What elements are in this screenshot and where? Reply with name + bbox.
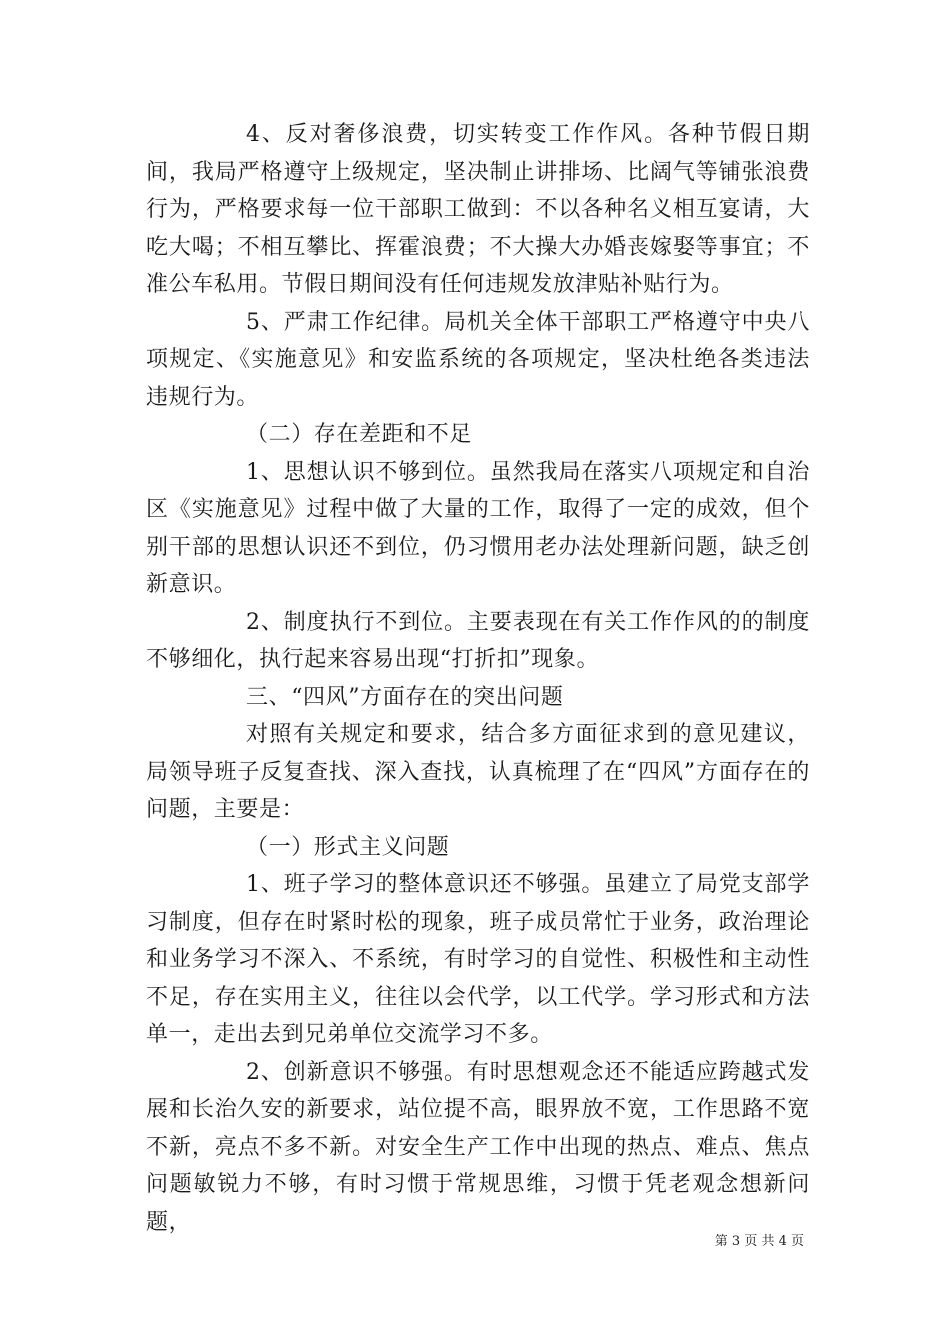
section-heading-gaps: （二）存在差距和不足 (246, 422, 473, 447)
paragraph-study-awareness: 1、班子学习的整体意识还不够强。虽建立了局党支部学习制度，但存在时紧时松的现象，班子成员常忙于业务，政治理论和业务学习不深入、不系统，有时学习的自觉性、积极性和主动性不足，存在实用主义，往往以会代学，以工代学。学习形式和方法单一，走出去到兄弟单位交流学习不多。 (146, 872, 810, 1047)
page-number-footer: 第 3 页 共 4 页 (714, 1234, 804, 1249)
section-heading-formalism: （一）形式主义问题 (246, 834, 450, 860)
document-body (146, 116, 810, 1241)
paragraph-ideological-awareness: 1、思想认识不够到位。虽然我局在落实八项规定和自治区《实施意见》过程中做了大量的工作，取得了一定的成效，但个别干部的思想认识还不到位，仍习惯用老办法处理新问题，缺乏创新意识。 (146, 459, 810, 597)
paragraph-innovation-awareness: 2、创新意识不够强。有时思想观念还不能适应跨越式发展和长治久安的新要求，站位提不高，眼界放不宽，工作思路不宽不新，亮点不多不新。对安全生产工作中出现的热点、难点、焦点问题敏锐力不够，有时习惯于常规思维，习惯于凭老观念想新问题， (146, 1059, 810, 1235)
paragraph-oppose-extravagance: 4、反对奢侈浪费，切实转变工作作风。各种节假日期间，我局严格遵守上级规定，坚决制止讲排场、比阔气等铺张浪费行为，严格要求每一位干部职工做到：不以各种名义相互宴请，大吃大喝；不相互攀比、挥霍浪费；不大操大办婚丧嫁娶等事宜；不准公车私用。节假日期间没有任何违规发放津贴补贴行为。 (146, 122, 810, 297)
paragraph-system-execution: 2、制度执行不到位。主要表现在有关工作作风的的制度不够细化，执行起来容易出现“打折扣”现象。 (146, 609, 810, 672)
paragraph-work-discipline: 5、严肃工作纪律。局机关全体干部职工严格遵守中央八项规定、《实施意见》和安监系统的各项规定，坚决杜绝各类违法违规行为。 (146, 309, 810, 410)
paragraph-review-intro: 对照有关规定和要求，结合多方面征求到的意见建议，局领导班子反复查找、深入查找，认真梳理了在“四风”方面存在的问题，主要是： (146, 722, 810, 822)
section-heading-four-winds: 三、“四风”方面存在的突出问题 (246, 684, 564, 710)
